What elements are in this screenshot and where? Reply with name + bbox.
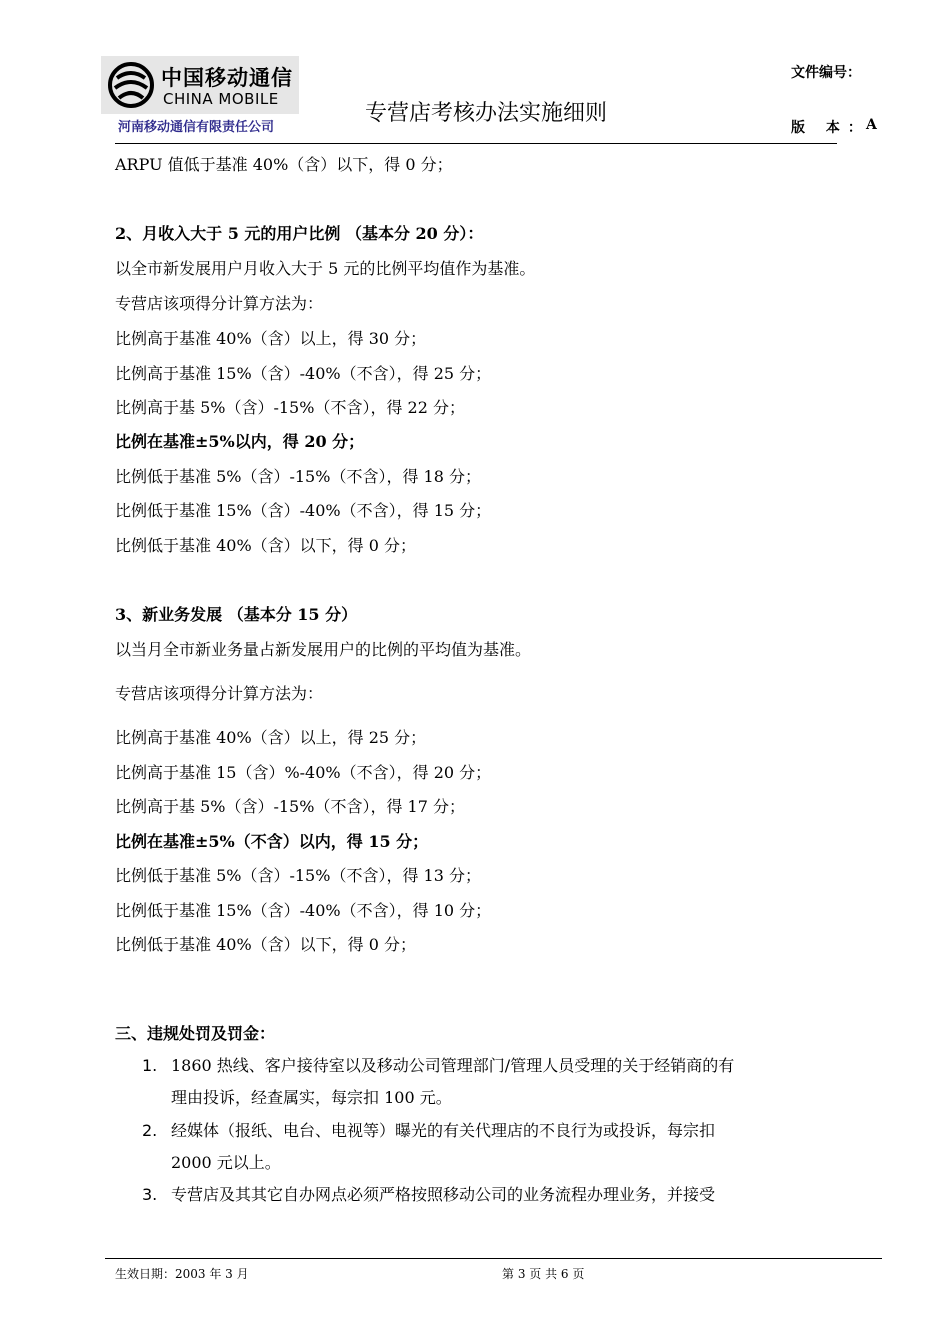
section-3-heading: 3、新业务发展 （基本分 15 分） bbox=[115, 605, 358, 624]
section-3-item: 比例高于基准 15（含）%-40%（不含），得 20 分； bbox=[115, 763, 492, 782]
list-item-text: 2000 元以上。 bbox=[171, 1153, 281, 1172]
list-number: 2. bbox=[142, 1121, 158, 1140]
list-item-text: 经媒体（报纸、电台、电视等）曝光的有关代理店的不良行为或投诉，每宗扣 bbox=[171, 1121, 716, 1140]
header-divider bbox=[115, 143, 837, 144]
logo-en-text: CHINA MOBILE bbox=[163, 90, 279, 108]
file-number-label: 文件编号： bbox=[791, 65, 861, 81]
section-2-method: 专营店该项得分计算方法为： bbox=[115, 294, 324, 313]
penalty-heading: 三、违规处罚及罚金： bbox=[115, 1024, 276, 1043]
list-item-text: 1860 热线、客户接待室以及移动公司管理部门/管理人员受理的关于经销商的有 bbox=[171, 1056, 735, 1075]
section-2-item: 比例低于基准 5%（含）-15%（不含），得 18 分； bbox=[115, 467, 481, 486]
section-3-item: 比例在基准±5%（不含）以内，得 15 分； bbox=[115, 832, 429, 851]
section-3-item: 比例高于基 5%（含）-15%（不含），得 17 分； bbox=[115, 797, 465, 816]
version-label: 版 本： bbox=[791, 120, 870, 136]
china-mobile-logo-icon bbox=[107, 60, 155, 110]
section-2-item: 比例高于基 5%（含）-15%（不含），得 22 分； bbox=[115, 398, 465, 417]
list-item-text: 专营店及其其它自办网点必须严格按照移动公司的业务流程办理业务，并接受 bbox=[171, 1185, 716, 1204]
section-3-method: 专营店该项得分计算方法为： bbox=[115, 684, 324, 703]
version-value: A bbox=[866, 117, 877, 133]
section-3-item: 比例低于基准 5%（含）-15%（不含），得 13 分； bbox=[115, 866, 481, 885]
company-name: 河南移动通信有限责任公司 bbox=[118, 120, 275, 135]
list-item-text: 理由投诉，经查属实，每宗扣 100 元。 bbox=[171, 1088, 452, 1107]
section-2-item: 比例低于基准 15%（含）-40%（不含），得 15 分； bbox=[115, 501, 492, 520]
document-title: 专营店考核办法实施细则 bbox=[365, 101, 608, 126]
section-2-basis: 以全市新发展用户月收入大于 5 元的比例平均值作为基准。 bbox=[115, 259, 536, 278]
footer-divider bbox=[105, 1258, 882, 1259]
section-2-item: 比例低于基准 40%（含）以下，得 0 分； bbox=[115, 536, 417, 555]
section-3-item: 比例低于基准 15%（含）-40%（不含），得 10 分； bbox=[115, 901, 492, 920]
logo-cn-text: 中国移动通信 bbox=[161, 66, 293, 90]
section-2-item: 比例高于基准 15%（含）-40%（不含），得 25 分； bbox=[115, 364, 492, 383]
effective-date: 生效日期：2003 年 3 月 bbox=[115, 1267, 249, 1281]
section-2-item: 比例在基准±5%以内，得 20 分； bbox=[115, 432, 365, 451]
section-2-item: 比例高于基准 40%（含）以上，得 30 分； bbox=[115, 329, 427, 348]
list-number: 1. bbox=[142, 1056, 158, 1075]
list-number: 3. bbox=[142, 1185, 158, 1204]
logo bbox=[101, 56, 299, 114]
section-2-heading: 2、月收入大于 5 元的用户比例 （基本分 20 分）： bbox=[115, 224, 484, 243]
section-3-item: 比例低于基准 40%（含）以下，得 0 分； bbox=[115, 935, 417, 954]
arpu-line: ARPU 值低于基准 40%（含）以下，得 0 分； bbox=[115, 155, 453, 174]
page-number: 第 3 页 共 6 页 bbox=[502, 1267, 585, 1281]
section-3-basis: 以当月全市新业务量占新发展用户的比例的平均值为基准。 bbox=[115, 640, 532, 659]
section-3-item: 比例高于基准 40%（含）以上，得 25 分； bbox=[115, 728, 427, 747]
